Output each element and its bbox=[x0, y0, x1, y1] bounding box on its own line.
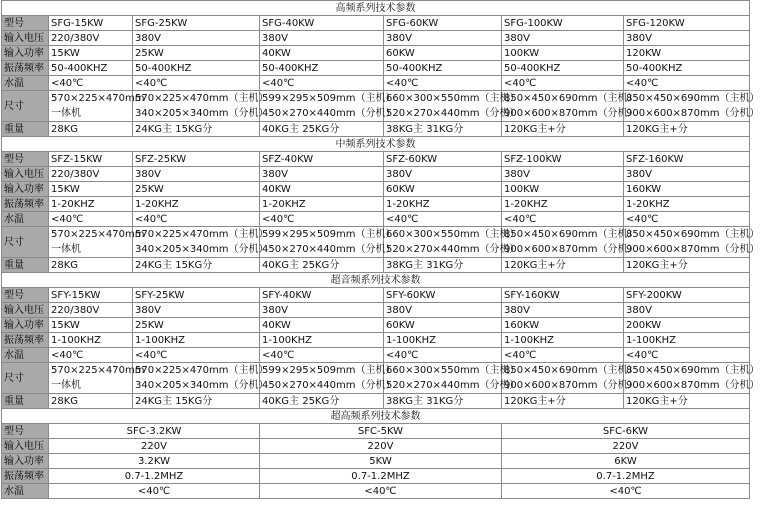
power-label: 输入功率 bbox=[2, 182, 49, 197]
model-value: SFZ-100KW bbox=[502, 152, 624, 167]
size-value bbox=[384, 363, 520, 394]
water-value: <40℃ bbox=[133, 212, 260, 227]
weight-value: 24KG主 15KG分 bbox=[133, 258, 260, 273]
model-value: SFZ-15KW bbox=[49, 152, 133, 167]
size-value bbox=[384, 91, 520, 122]
weight-value: 40KG主 25KG分 bbox=[260, 122, 384, 137]
freq-value: 1-100KHZ bbox=[49, 333, 133, 348]
power-value: 15KW bbox=[49, 46, 133, 61]
size-label: 尺寸 bbox=[2, 363, 49, 394]
size-main: 660×300×550mm（主机） bbox=[386, 229, 520, 240]
water-value: <40℃ bbox=[260, 212, 384, 227]
size-main: 570×225×470mm（主机） bbox=[135, 229, 269, 240]
voltage-label: 输入电压 bbox=[2, 439, 49, 454]
size-main: 570×225×470mm bbox=[51, 229, 145, 240]
model-row bbox=[2, 16, 750, 31]
size-value bbox=[133, 91, 269, 122]
model-value: SFG-120KW bbox=[624, 16, 750, 31]
model-value: SFY-15KW bbox=[49, 288, 133, 303]
model-row bbox=[2, 288, 750, 303]
voltage-value: 380V bbox=[384, 167, 502, 182]
power-value: 15KW bbox=[49, 318, 133, 333]
voltage-label: 输入电压 bbox=[2, 303, 49, 318]
model-value: SFG-60KW bbox=[384, 16, 502, 31]
size-row bbox=[2, 227, 750, 258]
size-sub: 一体机 bbox=[51, 244, 81, 255]
power-row bbox=[2, 46, 750, 61]
weight-value: 38KG主 31KG分 bbox=[384, 258, 502, 273]
size-row bbox=[2, 91, 750, 122]
size-main: 570×225×470mm bbox=[51, 365, 145, 376]
section-title-row bbox=[2, 409, 750, 424]
freq-label: 振荡频率 bbox=[2, 197, 49, 212]
section-title: 超音频系列技术参数 bbox=[2, 273, 750, 288]
size-sub: 520×270×440mm（分机） bbox=[386, 380, 520, 391]
size-main: 850×450×690mm（主机） bbox=[626, 229, 760, 240]
size-main: 850×450×690mm（主机） bbox=[504, 229, 638, 240]
spec-table-body bbox=[2, 1, 760, 499]
water-value: <40℃ bbox=[260, 76, 384, 91]
size-sub: 一体机 bbox=[51, 108, 81, 119]
model-value: SFY-200KW bbox=[624, 288, 750, 303]
size-row bbox=[2, 363, 750, 394]
size-sub: 340×205×340mm（分机） bbox=[135, 244, 269, 255]
power-value: 25KW bbox=[133, 46, 260, 61]
size-main: 570×225×470mm bbox=[51, 93, 145, 104]
model-value: SFZ-160KW bbox=[624, 152, 750, 167]
voltage-row bbox=[2, 303, 750, 318]
freq-value: 1-100KHZ bbox=[260, 333, 384, 348]
size-sub: 520×270×440mm（分机） bbox=[386, 244, 520, 255]
power-value: 40KW bbox=[260, 46, 384, 61]
size-value bbox=[49, 227, 145, 258]
freq-value: 50-400KHZ bbox=[260, 61, 384, 76]
weight-value: 120KG主+分 bbox=[502, 258, 624, 273]
power-value: 40KW bbox=[260, 318, 384, 333]
voltage-value: 220/380V bbox=[49, 167, 133, 182]
freq-value: 1-20KHZ bbox=[49, 197, 133, 212]
water-row bbox=[2, 484, 750, 499]
weight-value: 120KG主+分 bbox=[624, 258, 750, 273]
freq-label: 振荡频率 bbox=[2, 333, 49, 348]
size-label: 尺寸 bbox=[2, 91, 49, 122]
voltage-label: 输入电压 bbox=[2, 167, 49, 182]
size-main: 599×295×509mm（主机） bbox=[262, 229, 396, 240]
size-value bbox=[624, 91, 760, 122]
voltage-value: 220V bbox=[49, 439, 260, 454]
power-value: 40KW bbox=[260, 182, 384, 197]
size-value bbox=[502, 363, 638, 394]
size-main: 599×295×509mm（主机） bbox=[262, 93, 396, 104]
weight-value: 28KG bbox=[49, 122, 133, 137]
weight-label: 重量 bbox=[2, 258, 49, 273]
size-value bbox=[502, 91, 638, 122]
weight-value: 28KG bbox=[49, 258, 133, 273]
power-row bbox=[2, 182, 750, 197]
water-value: <40℃ bbox=[624, 348, 750, 363]
water-value: <40℃ bbox=[502, 76, 624, 91]
size-value bbox=[384, 227, 520, 258]
model-value: SFY-160KW bbox=[502, 288, 624, 303]
water-value: <40℃ bbox=[49, 484, 260, 499]
size-value bbox=[624, 363, 760, 394]
weight-value: 38KG主 31KG分 bbox=[384, 394, 502, 409]
section-title: 超高频系列技术参数 bbox=[2, 409, 750, 424]
freq-value: 1-100KHZ bbox=[384, 333, 502, 348]
freq-value: 1-20KHZ bbox=[384, 197, 502, 212]
freq-label: 振荡频率 bbox=[2, 61, 49, 76]
weight-value: 38KG主 31KG分 bbox=[384, 122, 502, 137]
water-label: 水温 bbox=[2, 76, 49, 91]
size-sub: 900×600×870mm（分机） bbox=[626, 108, 760, 119]
freq-value: 1-100KHZ bbox=[133, 333, 260, 348]
size-sub: 450×270×440mm（分机） bbox=[262, 244, 396, 255]
weight-row bbox=[2, 122, 750, 137]
power-value: 120KW bbox=[624, 46, 750, 61]
freq-row bbox=[2, 469, 750, 484]
freq-value: 1-100KHZ bbox=[624, 333, 750, 348]
voltage-row bbox=[2, 167, 750, 182]
section-title: 中频系列技术参数 bbox=[2, 137, 750, 152]
weight-value: 120KG主+分 bbox=[502, 394, 624, 409]
size-sub: 900×600×870mm（分机） bbox=[626, 380, 760, 391]
water-value: <40℃ bbox=[624, 212, 750, 227]
size-sub: 900×600×870mm（分机） bbox=[504, 108, 638, 119]
size-sub: 340×205×340mm（分机） bbox=[135, 380, 269, 391]
section-title: 高频系列技术参数 bbox=[2, 1, 750, 16]
size-value bbox=[260, 363, 396, 394]
freq-row bbox=[2, 61, 750, 76]
water-value: <40℃ bbox=[260, 484, 502, 499]
power-value: 160KW bbox=[502, 318, 624, 333]
freq-value: 1-20KHZ bbox=[502, 197, 624, 212]
freq-label: 振荡频率 bbox=[2, 469, 49, 484]
size-sub: 520×270×440mm（分机） bbox=[386, 108, 520, 119]
power-value: 5KW bbox=[260, 454, 502, 469]
water-value: <40℃ bbox=[49, 76, 133, 91]
model-value: SFY-25KW bbox=[133, 288, 260, 303]
water-row bbox=[2, 348, 750, 363]
size-main: 850×450×690mm（主机） bbox=[504, 365, 638, 376]
power-label: 输入功率 bbox=[2, 46, 49, 61]
power-row bbox=[2, 454, 750, 469]
model-label: 型号 bbox=[2, 288, 49, 303]
model-value: SFG-40KW bbox=[260, 16, 384, 31]
model-row bbox=[2, 424, 750, 439]
voltage-value: 380V bbox=[624, 303, 750, 318]
weight-value: 24KG主 15KG分 bbox=[133, 394, 260, 409]
voltage-value: 380V bbox=[260, 303, 384, 318]
freq-value: 50-400KHZ bbox=[133, 61, 260, 76]
size-value bbox=[133, 227, 269, 258]
model-label: 型号 bbox=[2, 16, 49, 31]
power-value: 60KW bbox=[384, 46, 502, 61]
voltage-value: 380V bbox=[133, 167, 260, 182]
size-value bbox=[624, 227, 760, 258]
water-value: <40℃ bbox=[502, 348, 624, 363]
freq-value: 0.7-1.2MHZ bbox=[49, 469, 260, 484]
voltage-value: 220/380V bbox=[49, 31, 133, 46]
voltage-value: 220/380V bbox=[49, 303, 133, 318]
power-label: 输入功率 bbox=[2, 454, 49, 469]
water-row bbox=[2, 76, 750, 91]
size-value bbox=[260, 91, 396, 122]
freq-value: 0.7-1.2MHZ bbox=[260, 469, 502, 484]
power-value: 200KW bbox=[624, 318, 750, 333]
section-title-row bbox=[2, 137, 750, 152]
power-value: 25KW bbox=[133, 318, 260, 333]
weight-value: 24KG主 15KG分 bbox=[133, 122, 260, 137]
power-value: 6KW bbox=[502, 454, 750, 469]
weight-value: 40KG主 25KG分 bbox=[260, 394, 384, 409]
power-value: 60KW bbox=[384, 182, 502, 197]
model-value: SFZ-40KW bbox=[260, 152, 384, 167]
model-value: SFC-6KW bbox=[502, 424, 750, 439]
water-value: <40℃ bbox=[260, 348, 384, 363]
voltage-row bbox=[2, 439, 750, 454]
model-value: SFY-40KW bbox=[260, 288, 384, 303]
size-value bbox=[49, 91, 145, 122]
water-value: <40℃ bbox=[49, 212, 133, 227]
voltage-value: 380V bbox=[260, 167, 384, 182]
model-value: SFG-15KW bbox=[49, 16, 133, 31]
size-value bbox=[502, 227, 638, 258]
voltage-value: 380V bbox=[502, 31, 624, 46]
water-value: <40℃ bbox=[502, 484, 750, 499]
model-label: 型号 bbox=[2, 424, 49, 439]
voltage-label: 输入电压 bbox=[2, 31, 49, 46]
water-value: <40℃ bbox=[384, 76, 502, 91]
weight-label: 重量 bbox=[2, 394, 49, 409]
model-value: SFC-3.2KW bbox=[49, 424, 260, 439]
size-main: 660×300×550mm（主机） bbox=[386, 365, 520, 376]
voltage-value: 380V bbox=[624, 31, 750, 46]
voltage-value: 380V bbox=[133, 31, 260, 46]
water-value: <40℃ bbox=[133, 348, 260, 363]
water-value: <40℃ bbox=[133, 76, 260, 91]
section-title-row bbox=[2, 273, 750, 288]
water-value: <40℃ bbox=[384, 348, 502, 363]
freq-value: 1-20KHZ bbox=[133, 197, 260, 212]
power-value: 3.2KW bbox=[49, 454, 260, 469]
size-sub: 900×600×870mm（分机） bbox=[504, 244, 638, 255]
weight-label: 重量 bbox=[2, 122, 49, 137]
power-value: 60KW bbox=[384, 318, 502, 333]
size-label: 尺寸 bbox=[2, 227, 49, 258]
weight-value: 120KG主+分 bbox=[624, 122, 750, 137]
water-value: <40℃ bbox=[502, 212, 624, 227]
weight-value: 40KG主 25KG分 bbox=[260, 258, 384, 273]
voltage-value: 380V bbox=[133, 303, 260, 318]
model-value: SFG-100KW bbox=[502, 16, 624, 31]
size-main: 660×300×550mm（主机） bbox=[386, 93, 520, 104]
water-value: <40℃ bbox=[49, 348, 133, 363]
water-label: 水温 bbox=[2, 484, 49, 499]
size-main: 570×225×470mm（主机） bbox=[135, 93, 269, 104]
voltage-value: 380V bbox=[384, 31, 502, 46]
weight-row bbox=[2, 394, 750, 409]
model-value: SFZ-25KW bbox=[133, 152, 260, 167]
voltage-value: 220V bbox=[260, 439, 502, 454]
size-sub: 340×205×340mm（分机） bbox=[135, 108, 269, 119]
power-row bbox=[2, 318, 750, 333]
model-value: SFY-60KW bbox=[384, 288, 502, 303]
size-main: 850×450×690mm（主机） bbox=[504, 93, 638, 104]
weight-value: 28KG bbox=[49, 394, 133, 409]
section-title-row bbox=[2, 1, 750, 16]
water-value: <40℃ bbox=[624, 76, 750, 91]
freq-value: 0.7-1.2MHZ bbox=[502, 469, 750, 484]
water-label: 水温 bbox=[2, 348, 49, 363]
weight-row bbox=[2, 258, 750, 273]
size-sub: 900×600×870mm（分机） bbox=[626, 244, 760, 255]
weight-value: 120KG主+分 bbox=[502, 122, 624, 137]
power-label: 输入功率 bbox=[2, 318, 49, 333]
water-value: <40℃ bbox=[384, 212, 502, 227]
weight-value: 120KG主+分 bbox=[624, 394, 750, 409]
model-label: 型号 bbox=[2, 152, 49, 167]
freq-value: 1-100KHZ bbox=[502, 333, 624, 348]
power-value: 15KW bbox=[49, 182, 133, 197]
freq-value: 50-400KHZ bbox=[624, 61, 750, 76]
freq-value: 1-20KHZ bbox=[624, 197, 750, 212]
size-main: 850×450×690mm（主机） bbox=[626, 93, 760, 104]
size-sub: 900×600×870mm（分机） bbox=[504, 380, 638, 391]
size-main: 850×450×690mm（主机） bbox=[626, 365, 760, 376]
model-value: SFZ-60KW bbox=[384, 152, 502, 167]
voltage-row bbox=[2, 31, 750, 46]
voltage-value: 380V bbox=[260, 31, 384, 46]
size-sub: 450×270×440mm（分机） bbox=[262, 380, 396, 391]
model-row bbox=[2, 152, 750, 167]
water-row bbox=[2, 212, 750, 227]
freq-row bbox=[2, 197, 750, 212]
freq-value: 1-20KHZ bbox=[260, 197, 384, 212]
size-sub: 450×270×440mm（分机） bbox=[262, 108, 396, 119]
model-value: SFG-25KW bbox=[133, 16, 260, 31]
size-value bbox=[133, 363, 269, 394]
size-sub: 一体机 bbox=[51, 380, 81, 391]
power-value: 25KW bbox=[133, 182, 260, 197]
voltage-value: 380V bbox=[502, 167, 624, 182]
freq-value: 50-400KHZ bbox=[384, 61, 502, 76]
voltage-value: 220V bbox=[502, 439, 750, 454]
freq-row bbox=[2, 333, 750, 348]
water-label: 水温 bbox=[2, 212, 49, 227]
model-value: SFC-5KW bbox=[260, 424, 502, 439]
freq-value: 50-400KHZ bbox=[49, 61, 133, 76]
size-main: 599×295×509mm（主机） bbox=[262, 365, 396, 376]
size-value bbox=[49, 363, 145, 394]
voltage-value: 380V bbox=[384, 303, 502, 318]
spec-table bbox=[1, 0, 760, 499]
power-value: 100KW bbox=[502, 182, 624, 197]
power-value: 100KW bbox=[502, 46, 624, 61]
voltage-value: 380V bbox=[502, 303, 624, 318]
voltage-value: 380V bbox=[624, 167, 750, 182]
freq-value: 50-400KHZ bbox=[502, 61, 624, 76]
size-value bbox=[260, 227, 396, 258]
power-value: 160KW bbox=[624, 182, 750, 197]
size-main: 570×225×470mm（主机） bbox=[135, 365, 269, 376]
